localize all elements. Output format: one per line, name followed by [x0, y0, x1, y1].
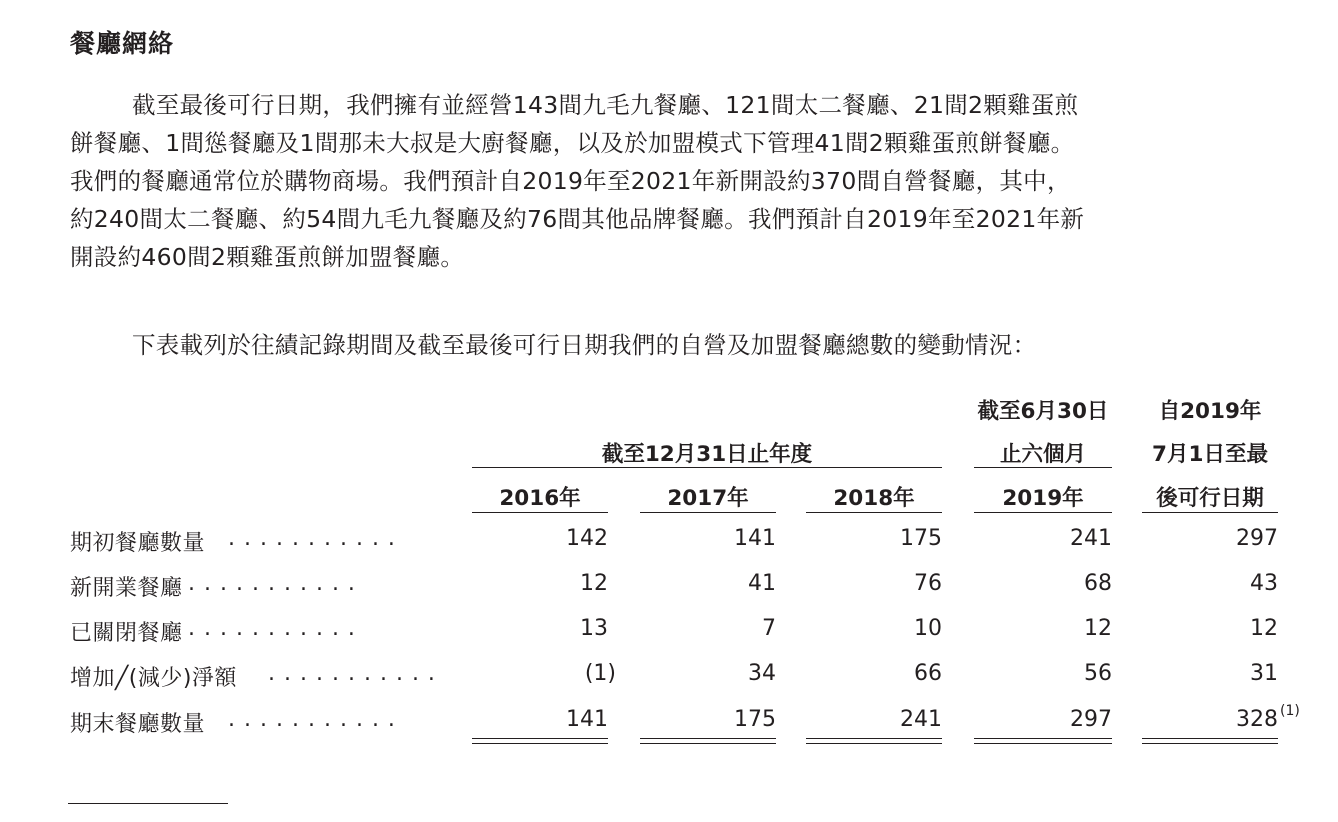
total-double-rule	[974, 738, 1112, 744]
leader-dots: ...........	[268, 661, 444, 686]
value-closed-lpd: 12	[1250, 616, 1278, 641]
column-header-2019: 2019年	[1002, 486, 1084, 511]
value-closing-lpd	[1142, 707, 1278, 732]
header-lpd-line1: 自2019年	[1158, 399, 1262, 424]
footnote-marker	[1280, 703, 1300, 730]
row-label-opening: 期初餐廳數量	[70, 531, 206, 556]
value-closed-2018: 10	[914, 616, 942, 641]
paragraph-table-intro: 下表載列於往績記錄期間及截至最後可行日期我們的自營及加盟餐廳總數的變動情況：	[132, 331, 1037, 359]
header-year-ended-group: 截至12月31日止年度	[601, 442, 813, 467]
column-header-2016: 2016年	[499, 486, 581, 511]
value-opening-2016: 142	[566, 526, 608, 551]
leader-dots: ...........	[228, 526, 404, 551]
value-closing-2018: 241	[900, 707, 942, 732]
header-six-months-line1: 截至6月30日	[977, 399, 1109, 424]
value-new-2018: 76	[914, 571, 942, 596]
value-net-change-lpd: 31	[1250, 661, 1278, 686]
value-closing-2019: 297	[1070, 707, 1112, 732]
value-opening-2017: 141	[734, 526, 776, 551]
column-rule	[806, 512, 942, 513]
value-new-2017: 41	[748, 571, 776, 596]
column-header-2017: 2017年	[667, 486, 749, 511]
leader-dots: ...........	[188, 571, 364, 596]
paragraph-restaurant-network	[70, 86, 1290, 276]
paragraph-line: 我們的餐廳通常位於購物商場。我們預計自2019年至2021年新開設約370間自營餐廳，其中，	[70, 167, 1071, 195]
value-opening-lpd: 297	[1236, 526, 1278, 551]
paragraph-line: 開設約460間2顆雞蛋煎餅加盟餐廳。	[70, 243, 465, 271]
value-closed-2017: 7	[762, 616, 776, 641]
paragraph-line: 餅餐廳、1間慫餐廳及1間那未大叔是大廚餐廳，以及於加盟模式下管理41間2顆雞蛋煎餅餐廳。	[70, 129, 1075, 157]
total-double-rule	[472, 738, 608, 744]
column-header-lpd: 後可行日期	[1156, 486, 1264, 511]
value-opening-2018: 175	[900, 526, 942, 551]
paragraph-line: 約240間太二餐廳、約54間九毛九餐廳及約76間其他品牌餐廳。我們預計自2019年至2021年新	[70, 205, 1085, 233]
leader-dots: ...........	[188, 616, 364, 641]
value-closing-2016: 141	[566, 707, 608, 732]
column-rule	[472, 512, 608, 513]
total-double-rule	[640, 738, 776, 744]
row-label-new: 新開業餐廳	[70, 576, 183, 601]
value-closed-2016: 13	[580, 616, 608, 641]
row-label-closing: 期末餐廳數量	[70, 712, 206, 737]
value-opening-2019: 241	[1070, 526, 1112, 551]
value-new-2016: 12	[580, 571, 608, 596]
column-rule	[974, 512, 1112, 513]
value-net-change-2018: 66	[914, 661, 942, 686]
value-closing-lpd-number: 328	[1236, 707, 1278, 732]
leader-dots: ...........	[228, 707, 404, 732]
column-rule	[1142, 512, 1278, 513]
column-header-2018: 2018年	[833, 486, 915, 511]
total-double-rule	[806, 738, 942, 744]
value-net-change-2017: 34	[748, 661, 776, 686]
value-closed-2019: 12	[1084, 616, 1112, 641]
column-rule	[640, 512, 776, 513]
value-net-change-2016: (1)	[584, 661, 616, 686]
value-net-change-2019: 56	[1084, 661, 1112, 686]
header-lpd-line2: 7月1日至最	[1152, 442, 1268, 467]
header-six-months-line2: 止六個月	[999, 442, 1086, 467]
row-label-net-change: 增加╱(減少)淨額	[70, 666, 237, 691]
footnote-marker-text: (1)	[1280, 703, 1300, 719]
value-closing-2017: 175	[734, 707, 776, 732]
value-new-2019: 68	[1084, 571, 1112, 596]
row-label-closed: 已關閉餐廳	[70, 621, 183, 646]
value-new-lpd: 43	[1250, 571, 1278, 596]
section-heading: 餐廳網絡	[70, 29, 175, 58]
total-double-rule	[1142, 738, 1278, 744]
footnote-separator	[68, 803, 228, 804]
paragraph-line: 截至最後可行日期，我們擁有並經營143間九毛九餐廳、121間太二餐廳、21間2顆雞蛋煎	[132, 91, 1079, 119]
